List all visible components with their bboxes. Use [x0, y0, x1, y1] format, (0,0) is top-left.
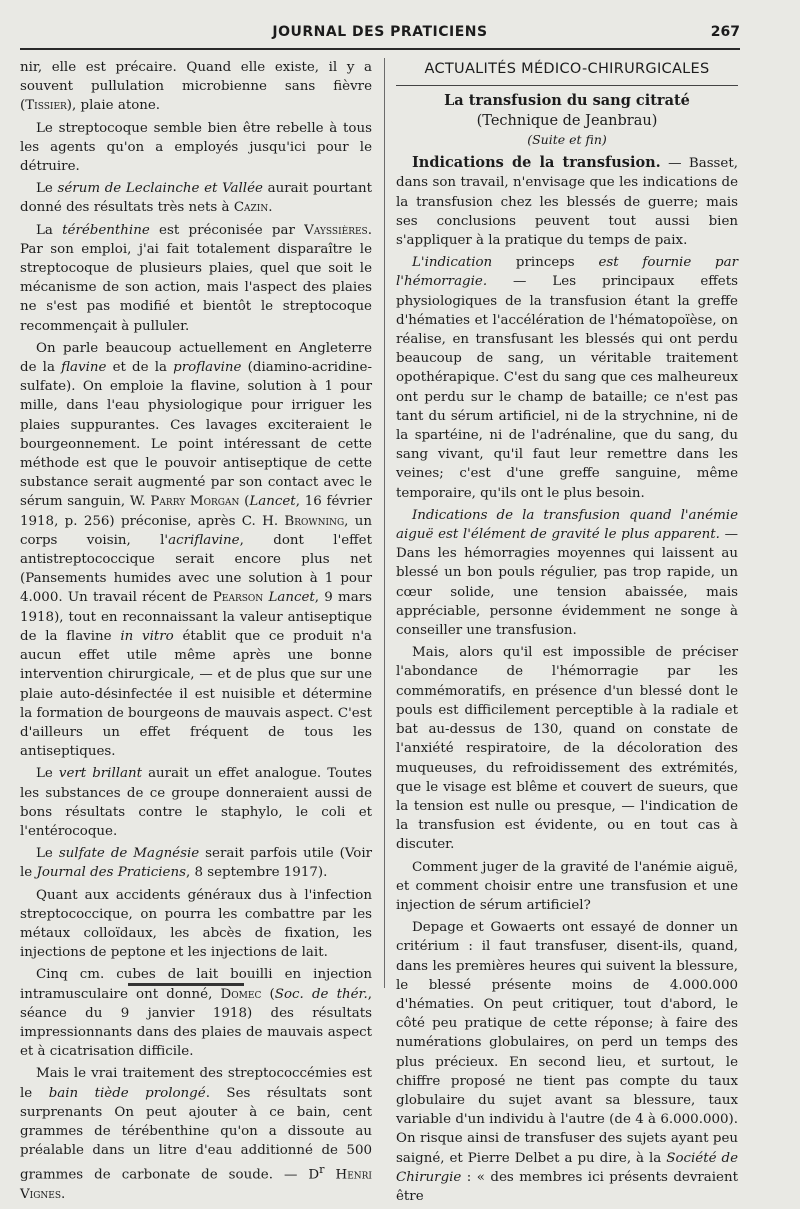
run-in-heading: Indications de la transfusion.: [412, 154, 661, 172]
paragraph: Indications de la transfusion quand l'anémie aiguë est l'élément de gravité le plus apparent. — Dans les hémorragies moyennes qui laissent au blessé un bon pouls régulier, pas trop rapide, un cœur solide, une tension abaissée, mais appréciable, personne évidemment ne songe à conseiller une transfusion.: [396, 507, 738, 639]
article-title: La transfusion du sang citraté: [444, 92, 690, 110]
column-divider: [384, 58, 385, 988]
paragraph: Indications de la transfusion. — Basset, dans son travail, n'envisage que les indications de la transfusion chez les blessés de guerre; mais ses conclusions peuvent tout aussi bien s'appliquer à la pratique du temps de paix.: [396, 154, 738, 249]
paragraph: On parle beaucoup actuellement en Angleterre de la flavine et de la proflavine (diamino-acridine-sulfate). On emploie la flavine, solution à 1 pour mille, dans l'eau physiologique pour irriguer les plaies suppurantes. Ces lavages exciteraient le bourgeonnement. Le point intéressant de cette méthode est que le pouvoir antiseptique de cette substance serait augmenté par son contact avec le sérum sanguin, W. Parry Morgan (Lancet, 16 février 1918, p. 256) préconise, après C. H. Browning, un corps voisin, l'acriflavine, dont l'effet antistreptococcique serait encore plus net (Pansements humides avec une solution à 1 pour 4.000. Un travail récent de Pearson Lancet, 9 mars 1918), tout en reconnaissant la valeur antiseptique de la flavine in vitro établit que ce produit n'a aucun effet utile même après une bonne intervention chirurgicale, — et de plus que sur une plaie auto-désinfectée il est nuisible et détermine la formation de bourgeons de mauvais aspect. C'est d'ailleurs un effet fréquent de tous les antiseptiques.: [20, 340, 373, 760]
section-title: ACTUALITÉS MÉDICO-CHIRURGICALES: [396, 60, 738, 86]
page-header: [20, 22, 740, 50]
article-subtitle: (Technique de Jeanbrau): [476, 113, 658, 130]
paragraph: Le vert brillant aurait un effet analogue. Toutes les substances de ce groupe donneraient aussi de bons résultats contre le staphylo, le coli et l'entérocoque.: [20, 766, 372, 839]
paragraph: Cinq cm. cubes de lait bouilli en injection intramusculaire ont donné, Domec (Soc. de thér., séance du 9 janvier 1918) des résultats impressionnants dans des plaies de mauvais aspect et à cicatrisation difficile.: [20, 967, 373, 1060]
paragraph: Depage et Gowaerts ont essayé de donner un critérium : il faut transfuser, disent-ils, quand, dans les premières heures qui suivent la blessure, le blessé présente moins de 4.000.000 d'hématies. On peut critiquer, tout d'abord, le côté peu pratique de cette réponse; à faire des numérations globulaires, on perd un temps des plus précieux. En second lieu, et surtout, le chiffre proposé ne tient pas compte du taux globulaire du sujet avant sa blessure, taux variable d'un individu à l'autre (de 4 à 6.000.000). On risque ainsi de transfuser des sujets ayant peu saigné, et Pierre Delbet a pu dire, à la Société de Chirurgie : « des membres ici présents devraient être: [396, 920, 738, 1204]
paragraph: Quant aux accidents généraux dus à l'infection streptococcique, on pourra les combattre par les métaux colloïdaux, les abcès de fixation, les injections de peptone et les injections de lait.: [20, 887, 372, 961]
paragraph: Comment juger de la gravité de l'anémie aiguë, et comment choisir entre une transfusion et une injection de sérum artificiel?: [396, 859, 738, 913]
article-end-rule: [128, 983, 244, 986]
author-signature: Henri Vignes: [20, 1167, 372, 1203]
paragraph: Le sérum de Leclainche et Vallée aurait pourtant donné des résultats très nets à Cazin.: [20, 181, 372, 216]
page-number: 267: [710, 24, 740, 40]
paragraph: Mais, alors qu'il est impossible de préciser l'abondance de l'hémorragie par les commémoratifs, en présence d'un blessé dont le pouls est difficilement perceptible à la radiale et bat au-dessus de 130, quand on constate de l'anxiété respiratoire, de la décoloration des muqueuses, du refroidissement des extrémités, que le visage est blême et couvert de sueurs, que la tension est nulle ou presque, — l'indication de la transfusion est évidente, ou en tout cas à discuter.: [396, 645, 738, 853]
article-continuation: (Suite et fin): [527, 132, 607, 148]
paragraph: nir, elle est précaire. Quand elle existe, il y a souvent pullulation microbienne sans fièvre (Tissier), plaie atone.: [20, 60, 372, 114]
paragraph: Le sulfate de Magnésie serait parfois utile (Voir le Journal des Praticiens, 8 septembre 1917).: [20, 846, 373, 881]
paragraph: La térébenthine est préconisée par Vayssières. Par son emploi, j'ai fait totalement disparaître le streptocoque de plusieurs plaies, quel que soit le mécanisme de son action, mais l'aspect des plaies ne s'est pas modifié et bientôt le streptocoque recommençait à pulluler.: [20, 222, 372, 334]
paragraph: Mais le vrai traitement des streptococcémies est le bain tiède prolongé. Ses résultats sont surprenants On peut ajouter à ce bain, cent grammes de térébenthine qu'on a dissoute au préalable dans un litre d'eau additionné de 500 grammes de carbonate de soude. — $D^r$ Henri Vignes.: [20, 1066, 372, 1203]
paragraph: Le streptocoque semble bien être rebelle à tous les agents qu'on a employés jusqu'ici pour le détruire.: [20, 120, 372, 175]
journal-title: JOURNAL DES PRATICIENS: [272, 24, 488, 40]
left-column: [20, 58, 372, 1207]
paragraph: L'indication princeps est fournie par l'hémorragie. — Les principaux effets physiologiques de la transfusion étant la greffe d'hématies et l'accélération de l'hématopoïèse, on réalise, en transfusant les blessés qui ont perdu beaucoup de sang, un véritable traitement opothérapique. C'est du sang que ces malheureux ont perdu sur le champ de bataille; ce n'est pas tant du sérum artificiel, ni de la strychnine, ni de la spartéine, ni de l'adrénaline, que du sang, du sang vivant, qu'il faut leur remettre dans les veines; c'est d'une greffe sanguine, même temporaire, qu'ils ont le plus besoin.: [396, 255, 738, 501]
right-column: [396, 58, 738, 1209]
